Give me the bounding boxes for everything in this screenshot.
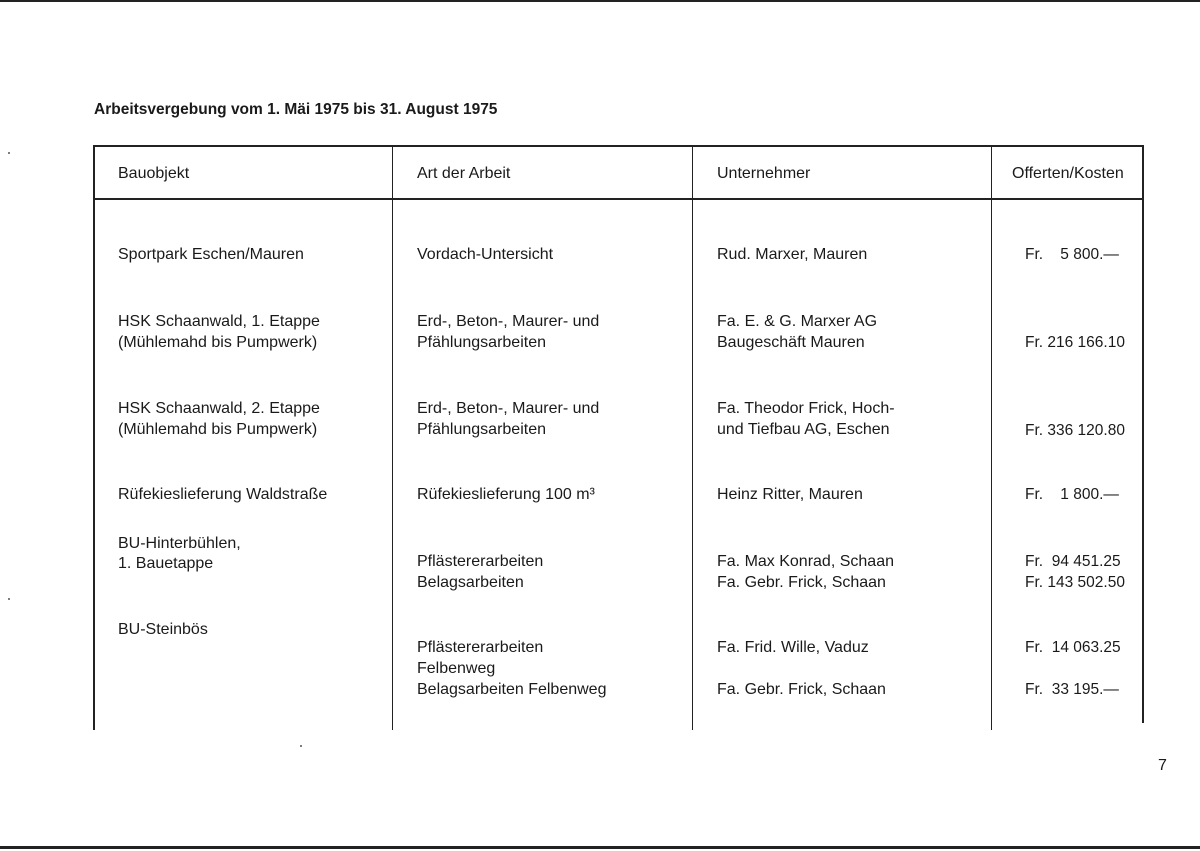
object-cell: BU-Hinterbühlen, — [118, 535, 241, 552]
work-cell: Pflästererarbeiten — [417, 639, 544, 656]
work-cell: Pfählungsarbeiten — [417, 421, 546, 438]
cost-cell: Fr. 216 166.10 — [1025, 334, 1125, 351]
cost-cell: Fr. 1 800.— — [1025, 486, 1119, 503]
bottom-border — [0, 846, 1200, 849]
cost-cell: Fr. 336 120.80 — [1025, 422, 1125, 439]
table-left-edge — [93, 721, 95, 730]
object-cell: BU-Steinbös — [118, 621, 208, 638]
contractor-cell: Fa. Max Konrad, Schaan — [717, 553, 894, 570]
contractor-cell: Heinz Ritter, Mauren — [717, 486, 863, 503]
object-cell: HSK Schaanwald, 1. Etappe — [118, 313, 320, 330]
work-cell: Belagsarbeiten Felbenweg — [417, 681, 607, 698]
scan-speck — [300, 745, 302, 747]
work-cell: Vordach-Untersicht — [417, 246, 554, 263]
object-cell: Sportpark Eschen/Mauren — [118, 246, 304, 263]
contractor-cell: Fa. Gebr. Frick, Schaan — [717, 681, 886, 698]
top-border — [0, 0, 1200, 2]
document-title: Arbeitsvergebung vom 1. Mäi 1975 bis 31. August 1975 — [94, 101, 498, 118]
work-cell: Pfählungsarbeiten — [417, 334, 546, 351]
column-divider — [692, 145, 693, 730]
cost-cell: Fr. 5 800.— — [1025, 246, 1119, 263]
cost-cell: Fr. 14 063.25 — [1025, 639, 1121, 656]
column-header-work: Art der Arbeit — [417, 165, 511, 182]
work-cell: Erd-, Beton-, Maurer- und — [417, 400, 600, 417]
contractor-cell: Fa. Frid. Wille, Vaduz — [717, 639, 869, 656]
cost-cell: Fr. 94 451.25 — [1025, 553, 1121, 570]
contractor-cell: und Tiefbau AG, Eschen — [717, 421, 890, 438]
object-cell: Rüfekieslieferung Waldstraße — [118, 486, 328, 503]
work-cell: Pflästererarbeiten — [417, 553, 544, 570]
object-cell: HSK Schaanwald, 2. Etappe — [118, 400, 320, 417]
contractor-cell: Rud. Marxer, Mauren — [717, 246, 868, 263]
column-divider — [392, 145, 393, 730]
column-header-cost: Offerten/Kosten — [1012, 165, 1124, 182]
work-cell: Belagsarbeiten — [417, 574, 524, 591]
work-cell: Erd-, Beton-, Maurer- und — [417, 313, 600, 330]
object-cell: 1. Bauetappe — [118, 555, 214, 572]
scan-speck — [8, 598, 10, 600]
cost-cell: Fr. 33 195.— — [1025, 681, 1119, 698]
header-rule — [93, 198, 1144, 200]
object-cell: (Mühlemahd bis Pumpwerk) — [118, 334, 318, 351]
work-cell: Rüfekieslieferung 100 m³ — [417, 486, 595, 503]
scan-speck — [8, 152, 10, 154]
column-header-object: Bauobjekt — [118, 165, 190, 182]
contractor-cell: Fa. Theodor Frick, Hoch- — [717, 400, 895, 417]
column-divider — [991, 145, 992, 730]
column-header-contractor: Unternehmer — [717, 165, 811, 182]
contractor-cell: Fa. E. & G. Marxer AG — [717, 313, 878, 330]
object-cell: (Mühlemahd bis Pumpwerk) — [118, 421, 318, 438]
cost-cell: Fr. 143 502.50 — [1025, 574, 1125, 591]
contractor-cell: Fa. Gebr. Frick, Schaan — [717, 574, 886, 591]
page-number: 7 — [1158, 757, 1167, 774]
work-cell: Felbenweg — [417, 660, 496, 677]
contractor-cell: Baugeschäft Mauren — [717, 334, 865, 351]
